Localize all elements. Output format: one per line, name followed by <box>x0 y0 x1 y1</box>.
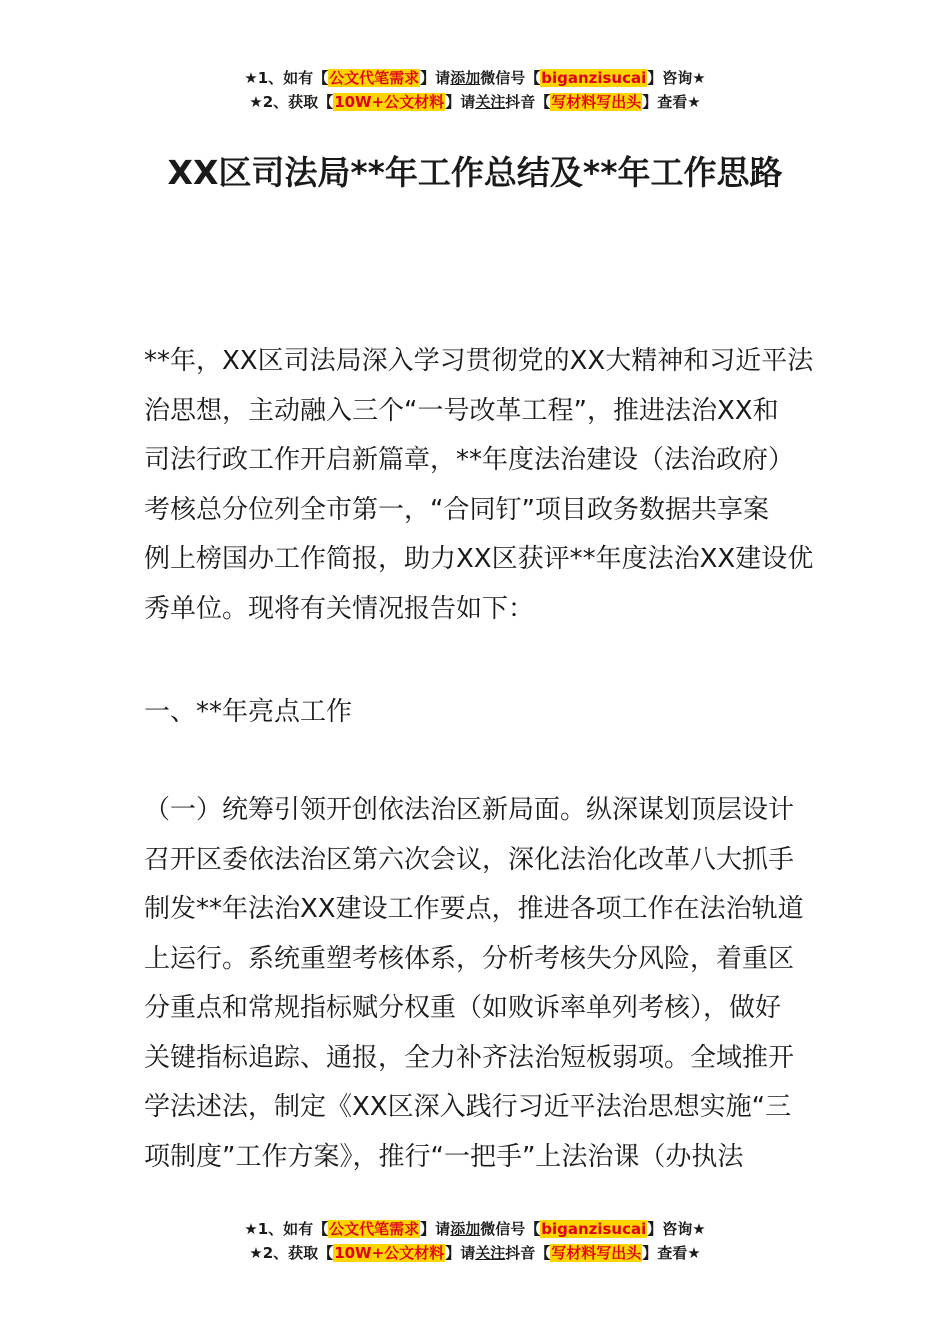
paragraph-line: 司法行政工作开启新篇章，**年度法治建设（法治政府） <box>144 445 795 475</box>
paragraph-line: 关键指标追踪、通报，全力补齐法治短板弱项。全域推开 <box>144 1042 795 1073</box>
document-title: XX区司法局**年工作总结及**年工作思路 <box>167 153 783 192</box>
wechat-id-highlight: biganzisucai <box>541 1220 647 1238</box>
douyin-id-highlight: 写材料写出头 <box>551 1244 642 1262</box>
paragraph-line: 分重点和常规指标赋分权重（如败诉率单列考核），做好 <box>144 993 782 1023</box>
promo-highlight: 公文代笔需求 <box>329 69 420 87</box>
promo-line-2: ★2、获取【10W+公文材料】请关注抖音【写材料写出头】查看★ <box>249 93 701 111</box>
paragraph-line: **年，XX区司法局深入学习贯彻党的XX大精神和习近平法 <box>144 346 814 376</box>
paragraph-line: 秀单位。现将有关情况报告如下： <box>144 593 535 624</box>
promo-underline: 关注 <box>475 1244 506 1262</box>
section-paragraph <box>144 786 812 1182</box>
paragraph-line: 治思想，主动融入三个“一号改革工程”，推进法治XX和 <box>144 395 779 426</box>
promo-line-1: ★1、如有【公文代笔需求】请添加微信号【biganzisucai】咨询★ <box>244 1220 706 1238</box>
douyin-id-highlight: 写材料写出头 <box>551 93 642 111</box>
section-heading: 一、**年亮点工作 <box>144 697 353 727</box>
promo-highlight: 公文代笔需求 <box>329 1220 420 1238</box>
paragraph-line: （一）统筹引领开创依法治区新局面。纵深谋划顶层设计 <box>144 795 795 825</box>
paragraph-line: 学法述法，制定《XX区深入践行习近平法治思想实施“三 <box>144 1092 792 1122</box>
intro-paragraph <box>144 337 812 634</box>
promo-highlight: 10W+公文材料 <box>334 93 445 111</box>
paragraph-line: 考核总分位列全市第一，“合同钉”项目政务数据共享案 <box>144 494 769 525</box>
paragraph-line: 制发**年法治XX建设工作要点，推进各项工作在法治轨道 <box>144 894 804 924</box>
paragraph-line: 项制度”工作方案》，推行“一把手”上法治课（办执法 <box>144 1141 744 1172</box>
promo-underline: 添加 <box>450 69 481 87</box>
promo-highlight: 10W+公文材料 <box>334 1244 445 1262</box>
footer-promo-banner <box>0 1217 950 1265</box>
promo-line-1: ★1、如有【公文代笔需求】请添加微信号【biganzisucai】咨询★ <box>244 69 706 87</box>
promo-line-2: ★2、获取【10W+公文材料】请关注抖音【写材料写出头】查看★ <box>249 1244 701 1262</box>
header-promo-banner <box>0 66 950 114</box>
wechat-id-highlight: biganzisucai <box>541 69 647 87</box>
paragraph-line: 召开区委依法治区第六次会议，深化法治化改革八大抓手 <box>144 844 795 875</box>
paragraph-line: 上运行。系统重塑考核体系，分析考核失分风险，着重区 <box>144 943 795 974</box>
promo-underline: 关注 <box>475 93 506 111</box>
promo-underline: 添加 <box>450 1220 481 1238</box>
paragraph-line: 例上榜国办工作简报，助力XX区获评**年度法治XX建设优 <box>144 544 814 574</box>
